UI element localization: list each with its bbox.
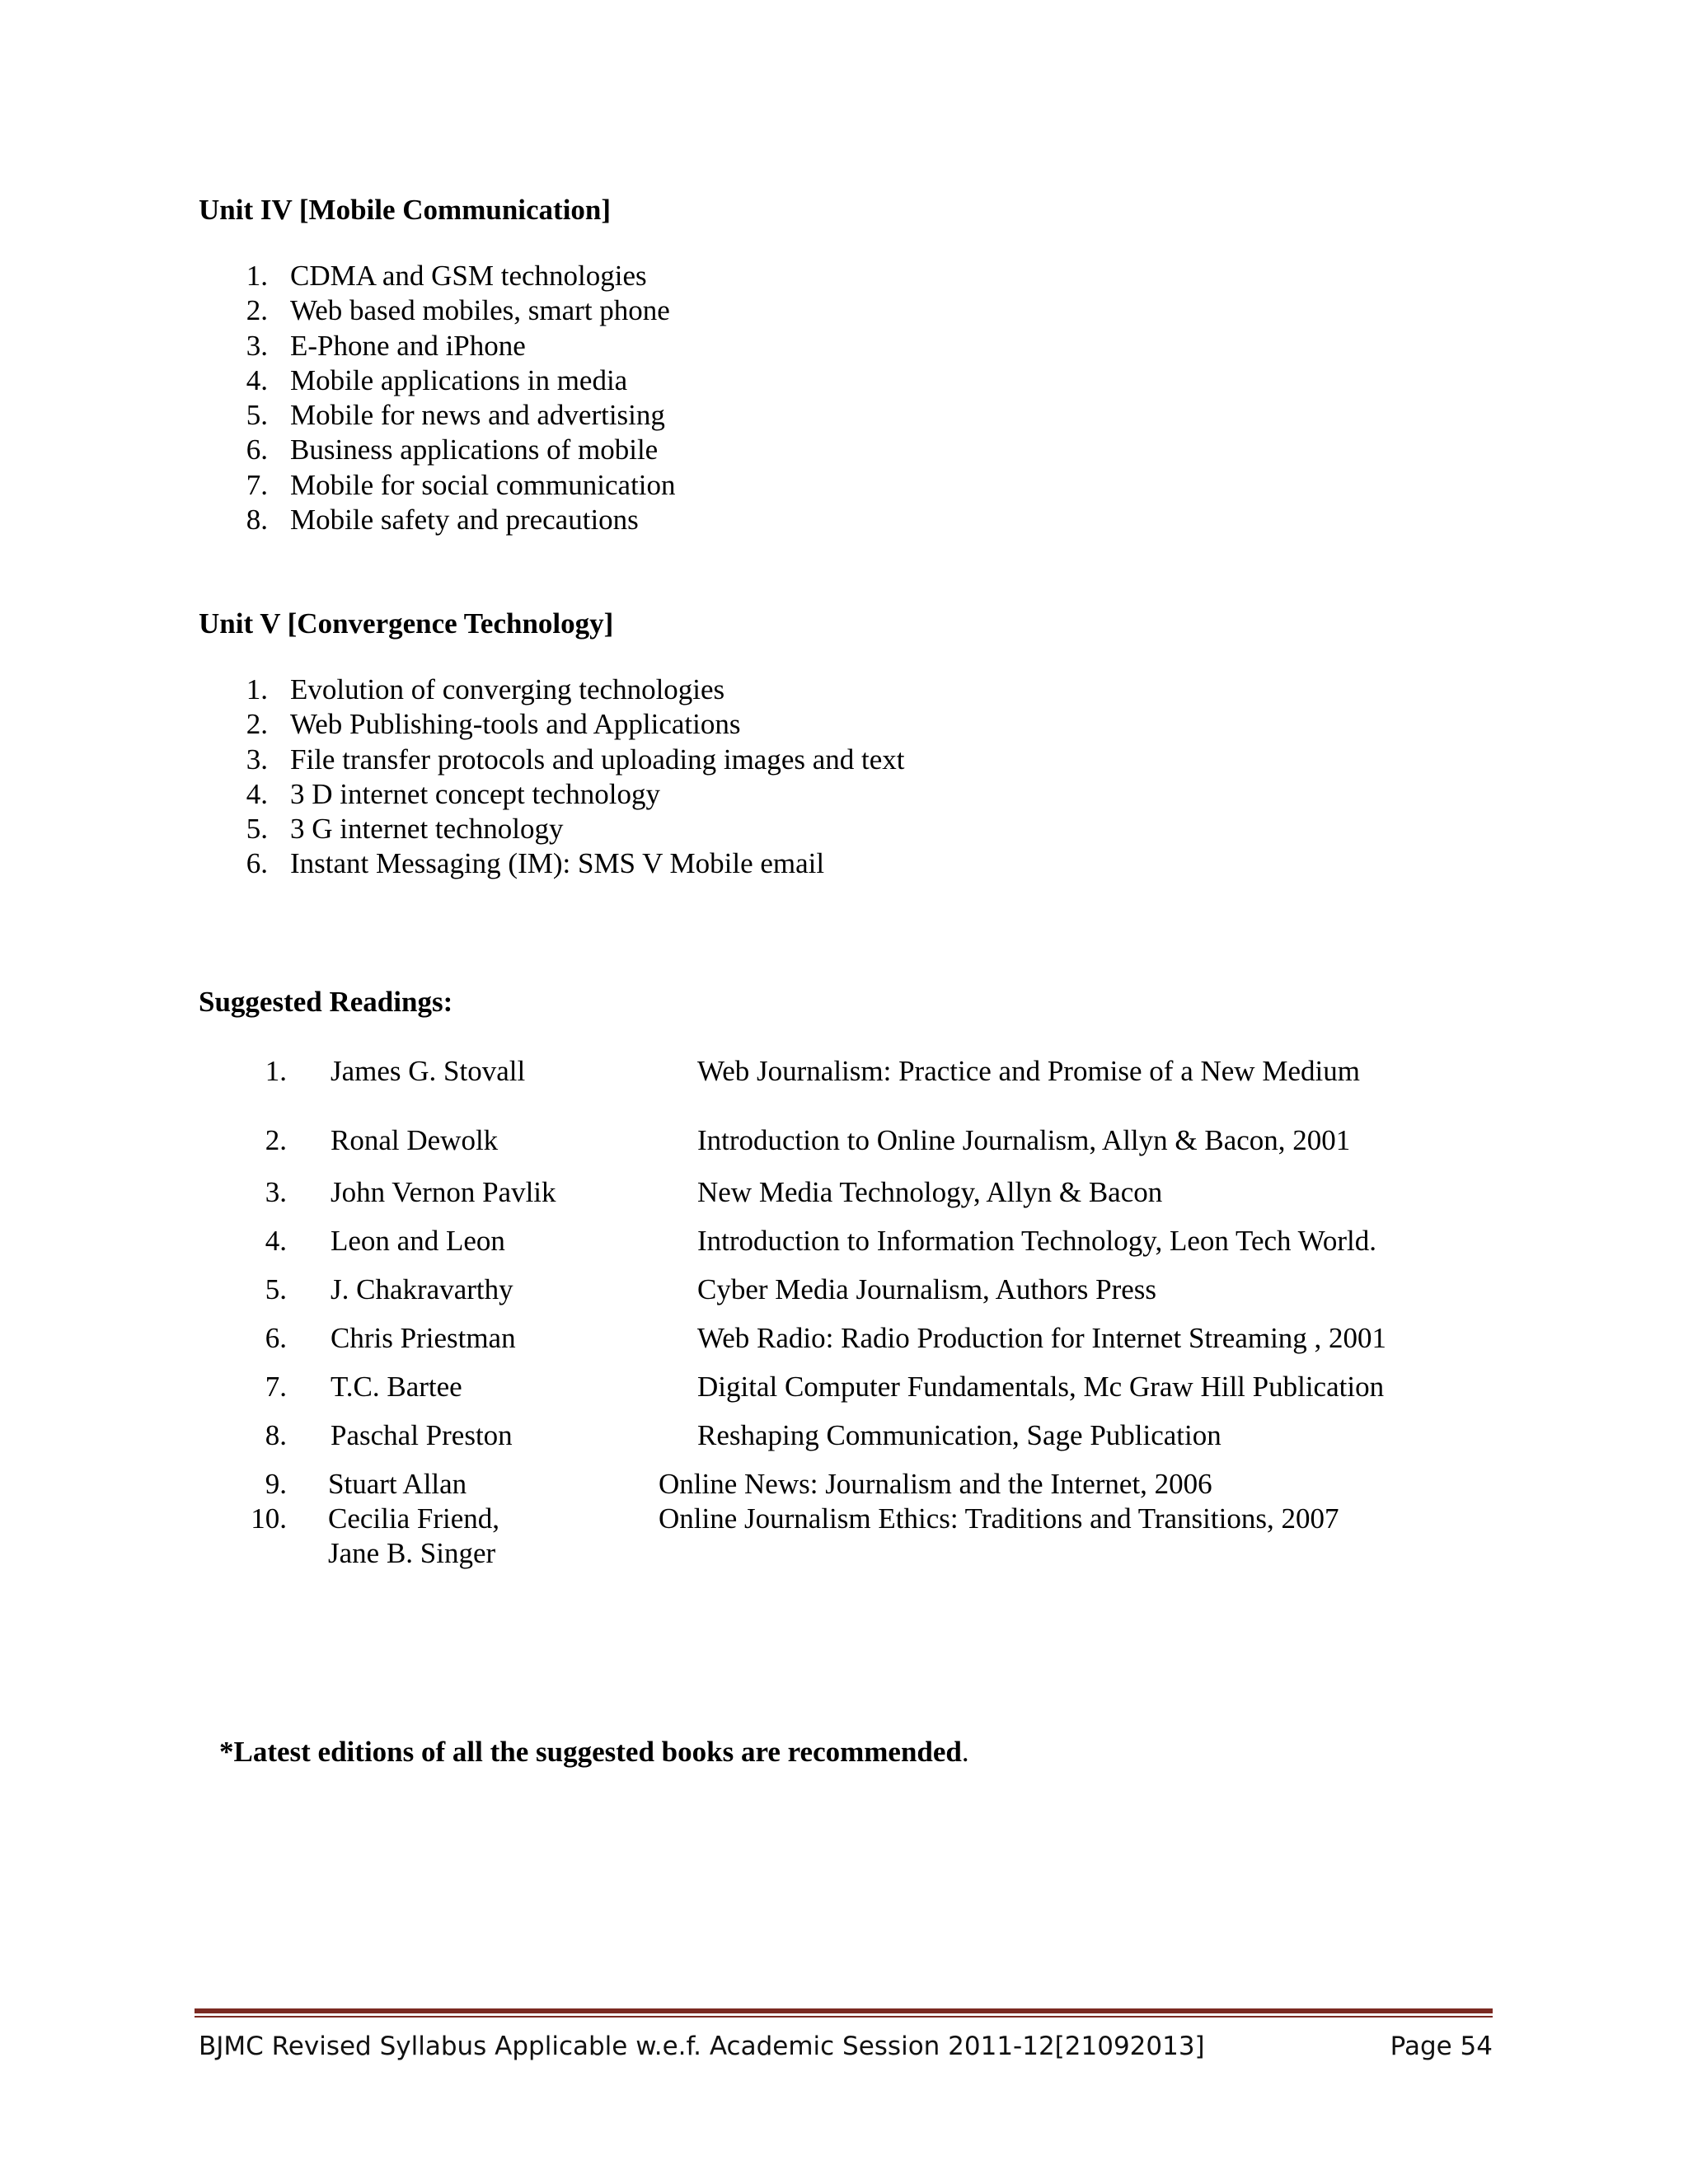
item-number: 5. xyxy=(246,399,268,432)
reading-author: T.C. Bartee xyxy=(331,1371,462,1403)
reading-number: 1. xyxy=(265,1055,287,1087)
footer-rule-thick xyxy=(195,2008,1493,2013)
reading-author: John Vernon Pavlik xyxy=(331,1176,556,1208)
reading-row xyxy=(0,1502,1688,1536)
reading-row xyxy=(0,1272,1688,1307)
list-item xyxy=(199,846,1435,881)
item-number: 4. xyxy=(246,777,268,810)
item-number: 1. xyxy=(246,260,268,292)
reading-number: 3. xyxy=(265,1176,287,1208)
list-item xyxy=(199,363,1435,398)
reading-number: 4. xyxy=(265,1225,287,1257)
reading-title: Cyber Media Journalism, Authors Press xyxy=(697,1273,1157,1305)
reading-author-continued: Jane B. Singer xyxy=(328,1537,496,1569)
reading-row xyxy=(0,1123,1688,1158)
list-item xyxy=(199,743,1435,777)
reading-row-continuation xyxy=(0,1536,1688,1571)
footer-text: BJMC Revised Syllabus Applicable w.e.f. Academic Session 2011-12[21092013] xyxy=(199,2032,1205,2061)
reading-row xyxy=(0,1370,1688,1404)
reading-author: Chris Priestman xyxy=(331,1322,516,1354)
item-text: 3 D internet concept technology xyxy=(290,777,661,810)
item-text: Mobile applications in media xyxy=(290,363,628,396)
item-number: 7. xyxy=(246,468,268,501)
item-number: 2. xyxy=(246,294,268,327)
reading-title: Reshaping Communication, Sage Publication xyxy=(697,1419,1221,1451)
list-item xyxy=(199,777,1435,812)
reading-title: Introduction to Information Technology, Leon Tech World. xyxy=(697,1225,1377,1257)
reading-row xyxy=(0,1321,1688,1356)
item-text: Evolution of converging technologies xyxy=(290,673,725,705)
reading-row xyxy=(0,1224,1688,1258)
item-text: Mobile for social communication xyxy=(290,468,676,501)
item-text: Business applications of mobile xyxy=(290,434,659,466)
reading-title: Digital Computer Fundamentals, Mc Graw Hill Publication xyxy=(697,1371,1385,1403)
reading-title: New Media Technology, Allyn & Bacon xyxy=(697,1176,1163,1208)
reading-author: Paschal Preston xyxy=(331,1419,513,1451)
reading-title: Online Journalism Ethics: Traditions and Transitions, 2007 xyxy=(659,1502,1339,1535)
item-text: Mobile safety and precautions xyxy=(290,504,639,537)
item-text: Mobile for news and advertising xyxy=(290,399,665,432)
reading-number: 10. xyxy=(251,1502,287,1535)
list-item xyxy=(199,259,1435,293)
item-text: Instant Messaging (IM): SMS V Mobile email xyxy=(290,847,825,880)
footer-rule-thin xyxy=(195,2016,1493,2018)
list-item xyxy=(199,812,1435,846)
list-item xyxy=(199,398,1435,433)
reading-row xyxy=(0,1175,1688,1210)
reading-author: Ronal Dewolk xyxy=(331,1124,499,1156)
item-number: 3. xyxy=(246,329,268,362)
reading-number: 6. xyxy=(265,1322,287,1354)
readings-heading: Suggested Readings: xyxy=(199,986,453,1018)
list-item xyxy=(199,503,1435,537)
reading-number: 2. xyxy=(265,1124,287,1156)
unit5-list xyxy=(199,673,1435,882)
reading-number: 8. xyxy=(265,1419,287,1451)
item-number: 6. xyxy=(246,434,268,466)
note-trailing: . xyxy=(961,1736,969,1768)
unit4-heading: Unit IV [Mobile Communication] xyxy=(199,194,612,226)
reading-number: 5. xyxy=(265,1273,287,1305)
list-item xyxy=(199,468,1435,503)
item-number: 3. xyxy=(246,743,268,776)
reading-title: Web Radio: Radio Production for Internet Streaming , 2001 xyxy=(697,1322,1387,1354)
item-number: 6. xyxy=(246,847,268,880)
item-text: 3 G internet technology xyxy=(290,813,564,846)
page-number: Page 54 xyxy=(1390,2032,1493,2061)
item-text: E-Phone and iPhone xyxy=(290,329,526,362)
list-item xyxy=(199,329,1435,363)
item-text: Web Publishing-tools and Applications xyxy=(290,708,741,741)
reading-author: Cecilia Friend, xyxy=(328,1502,500,1535)
reading-row xyxy=(0,1418,1688,1453)
reading-author: Stuart Allan xyxy=(328,1468,467,1500)
list-item xyxy=(199,293,1435,328)
item-number: 1. xyxy=(246,673,268,705)
reading-author: James G. Stovall xyxy=(331,1055,526,1087)
item-text: File transfer protocols and uploading images and text xyxy=(290,743,905,776)
reading-author: J. Chakravarthy xyxy=(331,1273,513,1305)
item-number: 4. xyxy=(246,363,268,396)
reading-title: Introduction to Online Journalism, Allyn & Bacon, 2001 xyxy=(697,1124,1351,1156)
reading-number: 7. xyxy=(265,1371,287,1403)
page-footer xyxy=(199,2030,1493,2063)
unit4-list xyxy=(199,259,1435,537)
item-text: Web based mobiles, smart phone xyxy=(290,294,670,327)
reading-title: Web Journalism: Practice and Promise of a New Medium xyxy=(697,1055,1360,1087)
list-item xyxy=(199,433,1435,467)
unit5-heading: Unit V [Convergence Technology] xyxy=(199,607,614,640)
item-number: 8. xyxy=(246,504,268,537)
reading-row xyxy=(0,1054,1688,1089)
reading-number: 9. xyxy=(265,1468,287,1500)
reading-row xyxy=(0,1467,1688,1502)
note-bold-text: *Latest editions of all the suggested books are recommended xyxy=(219,1736,962,1768)
reading-author: Leon and Leon xyxy=(331,1225,505,1257)
item-number: 5. xyxy=(246,813,268,846)
reading-title: Online News: Journalism and the Internet, 2006 xyxy=(659,1468,1212,1500)
list-item xyxy=(199,707,1435,742)
editions-note xyxy=(219,1735,969,1769)
item-number: 2. xyxy=(246,708,268,741)
item-text: CDMA and GSM technologies xyxy=(290,260,647,292)
list-item xyxy=(199,673,1435,707)
